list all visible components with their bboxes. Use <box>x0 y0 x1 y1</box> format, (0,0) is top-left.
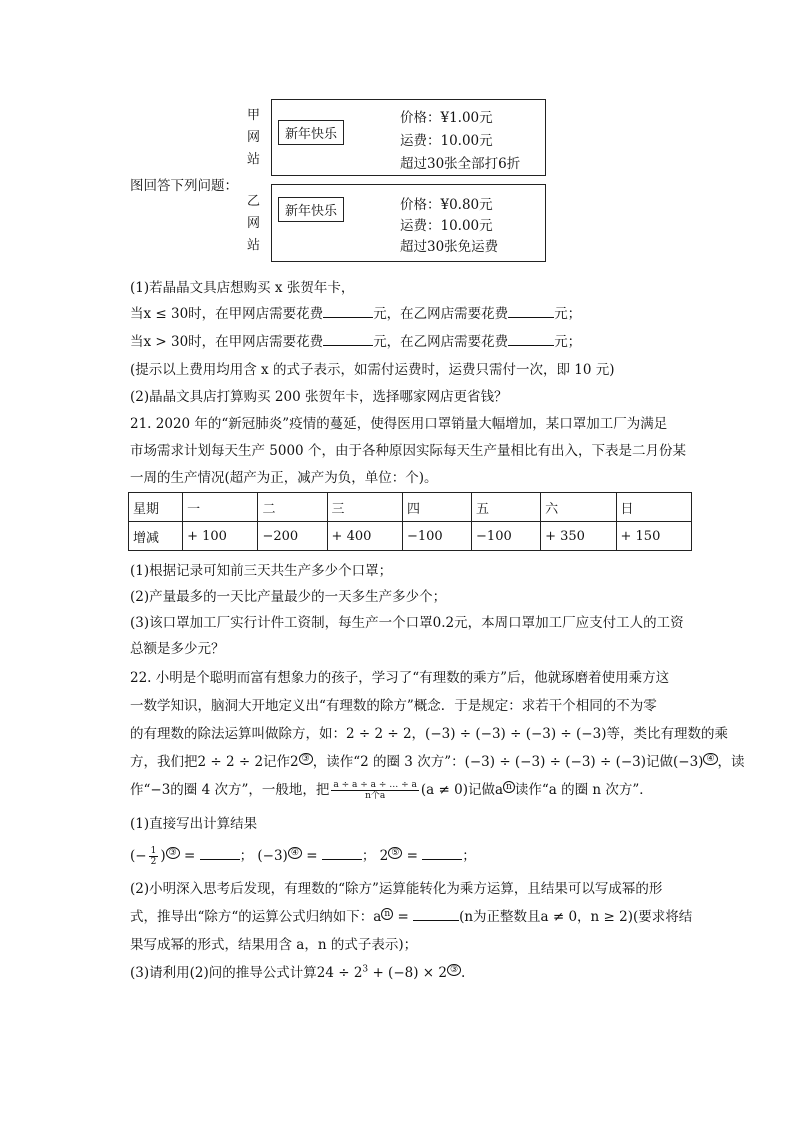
answer-blank[interactable] <box>508 333 554 346</box>
table-cell: 增减 <box>129 522 183 551</box>
site-b-label-char: 网 <box>247 216 261 231</box>
table-cell: + 400 <box>327 522 402 551</box>
q21-q1: (1)根据记录可知前三天共生产多少个口罩； <box>130 563 393 579</box>
q21-q3b: 总额是多少元？ <box>130 641 225 657</box>
q20-part1: (1)若晶晶文具店想购买 x 张贺年卡， <box>130 280 355 296</box>
site-a-label-char: 甲 <box>247 108 261 123</box>
q22-line1: 22. 小明是个聪明而富有想象力的孩子，学习了“有理数的乘方”后，他就琢磨着使用乘方这 <box>130 670 670 686</box>
q22-q2b: 式，推导出“除方“的运算公式归纳如下：a $^n$ = (n为正整数且a ≠ 0，n ≥ 2)(要求将结 <box>130 908 693 925</box>
circle-exponent: n <box>503 781 515 793</box>
fraction: $\frac{1}{2}$ <box>150 846 157 867</box>
q20-part1b: 当x > 30时，在甲网店需要花费 元，在乙网店需要花费 元； <box>130 334 582 350</box>
q20-part2: (2)晶晶文具店打算购买 200 张贺年卡，选择哪家网店更省钱？ <box>130 389 508 405</box>
table-cell: −100 <box>402 522 471 551</box>
answer-blank[interactable] <box>422 847 462 860</box>
q22-line4: 方，我们把2 ÷ 2 ÷ 2记作2 ③ ，读作“2 的圈 3 次方”：(−3) ÷ (−3) ÷ (−3) ÷ (−3)记做(−3) ④ ，读 <box>130 753 745 770</box>
site-a-label <box>247 108 260 168</box>
q21-line3: 一周的生产情况(超产为正，减产为负，单位：个)。 <box>130 470 438 486</box>
site-b-label <box>247 194 260 254</box>
site-a-label-char: 网 <box>247 130 261 145</box>
table-cell: + 100 <box>183 522 258 551</box>
table-cell: + 150 <box>616 522 691 551</box>
site-a-discount: 超过30张全部打6折 <box>400 156 521 172</box>
table-cell: −100 <box>472 522 541 551</box>
circle-exponent: n <box>381 908 393 920</box>
circle-exponent: ⑤ <box>388 847 402 859</box>
q21-line1: 21. 2020 年的“新冠肺炎”疫情的蔓延，使得医用口罩销量大幅增加，某口罩加工厂为满足 <box>130 416 668 432</box>
table-cell: 一 <box>183 493 258 522</box>
site-b-label-char: 站 <box>247 238 261 253</box>
circle-exponent: ③ <box>166 847 180 859</box>
q20-intro: 图回答下列问题： <box>130 178 238 194</box>
q22-q2c: 果写成幂的形式，结果用含 a，n 的式子表示)； <box>130 937 418 953</box>
site-b-price: 价格：¥0.80元 <box>400 197 493 213</box>
q22-line3: 的有理数的除法运算叫做除方，如：2 ÷ 2 ÷ 2，(−3) ÷ (−3) ÷ (−3) ÷ (−3)等，类比有理数的乘 <box>130 726 728 742</box>
q21-q2: (2)产量最多的一天比产量最少的一天多生产多少个； <box>130 589 447 605</box>
table-cell: 四 <box>402 493 471 522</box>
q21-line2: 市场需求计划每天生产 5000 个，由于各种原因实际每天生产量相比有出入，下表是二月份某 <box>130 443 686 459</box>
circle-exponent: ④ <box>703 753 717 765</box>
site-b-discount: 超过30张免运费 <box>400 239 499 255</box>
table-cell: −200 <box>258 522 327 551</box>
q20-hint: (提示以上费用均用含 x 的式子表示，如需付运费时，运费只需付一次，即 10 元) <box>130 362 615 378</box>
table-cell: 星期 <box>129 493 183 522</box>
site-a-shipping: 运费：10.00元 <box>400 133 493 149</box>
answer-blank[interactable] <box>322 847 362 860</box>
table-cell: 五 <box>472 493 541 522</box>
q22-q1: (1)直接写出计算结果 <box>130 816 258 832</box>
answer-blank[interactable] <box>508 305 554 318</box>
circle-exponent: ③ <box>447 964 461 976</box>
table-cell: + 350 <box>541 522 616 551</box>
site-b-shipping: 运费：10.00元 <box>400 218 493 234</box>
site-a-box <box>271 99 546 176</box>
q22-line5: 作“−3的圈 4 次方”，一般地，把 $\frac{a \div a \div a \div \dots \div a}{\text{n个a}}$ (a ≠ 0)记做a $^n$ 读作“a 的圈 n 次方”． <box>130 780 653 801</box>
site-a-card: 新年快乐 <box>278 120 344 145</box>
table-cell: 六 <box>541 493 616 522</box>
q22-line2: 一数学知识，脑洞大开地定义出“有理数的除方”概念．于是规定：求若干个相同的不为零 <box>130 698 657 714</box>
fraction: $\frac{a \div a \div a \div \dots \div a}{\text{n个a}}$ <box>333 780 417 801</box>
site-b-label-char: 乙 <box>247 194 261 209</box>
production-table <box>128 492 692 551</box>
site-b-box <box>271 184 546 262</box>
q22-q1-expr: (− $\frac{1}{2}$ ) ③ = ； (−3) ④ = ； 2 ⑤ = ； <box>130 846 476 867</box>
circle-exponent: ③ <box>299 753 313 765</box>
answer-blank[interactable] <box>323 333 373 346</box>
table-cell: 二 <box>258 493 327 522</box>
answer-blank[interactable] <box>323 305 373 318</box>
q21-q3a: (3)该口罩加工厂实行计件工资制，每生产一个口罩0.2元，本周口罩加工厂应支付工人的工资 <box>130 615 684 631</box>
circle-exponent: ④ <box>288 847 302 859</box>
site-a-price: 价格：¥1.00元 <box>400 110 493 126</box>
table-row <box>129 522 692 551</box>
table-cell: 日 <box>616 493 691 522</box>
site-a-label-char: 站 <box>247 152 261 167</box>
q22-q2a: (2)小明深入思考后发现，有理数的“除方”运算能转化为乘方运算，且结果可以写成幂的形 <box>130 881 663 897</box>
answer-blank[interactable] <box>200 847 240 860</box>
q20-part1a: 当x ≤ 30时，在甲网店需要花费 元，在乙网店需要花费 元； <box>130 306 582 322</box>
table-header-row <box>129 493 692 522</box>
answer-blank[interactable] <box>413 908 459 921</box>
table-cell: 三 <box>327 493 402 522</box>
site-b-card: 新年快乐 <box>278 197 344 222</box>
q22-q3: (3)请利用(2)问的推导公式计算$24 \div 2^3 + (-8) \times 2$ ③ . <box>130 964 466 981</box>
